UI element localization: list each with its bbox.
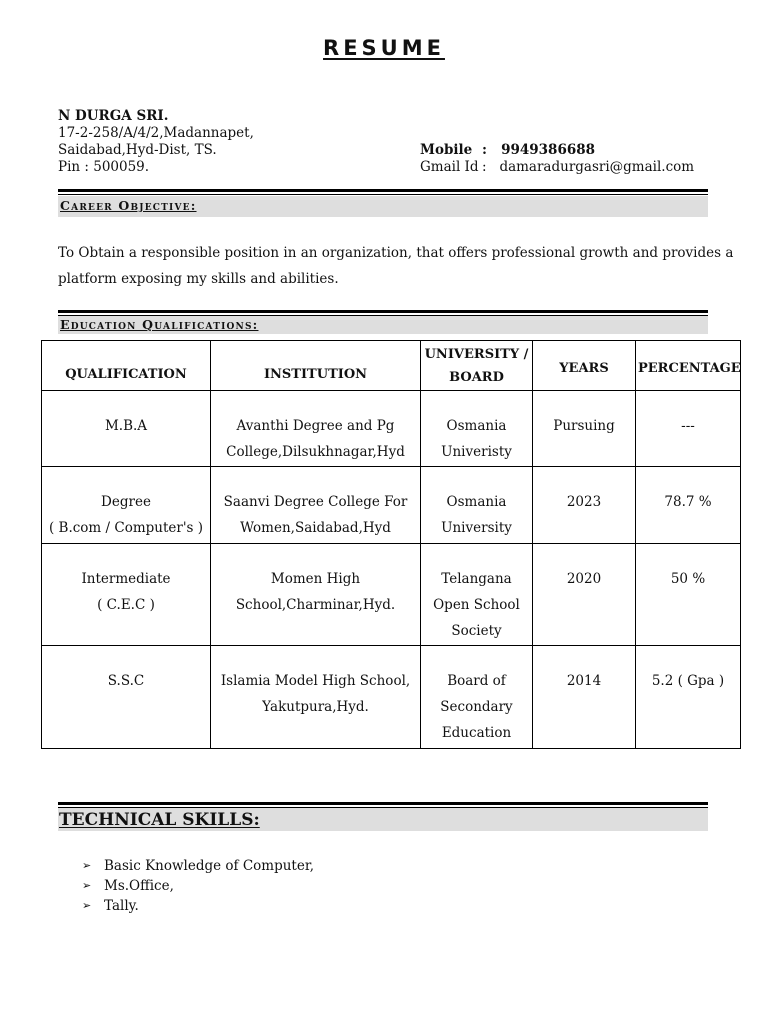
address-line-1: 17-2-258/A/4/2,Madannapet, xyxy=(58,125,254,141)
qualification-cell xyxy=(42,646,211,749)
university-cell xyxy=(421,646,533,749)
address-line-2: Saidabad,Hyd-Dist, TS. xyxy=(58,142,217,158)
mobile-separator: : xyxy=(482,142,487,158)
gmail-separator: : xyxy=(482,159,487,175)
university-line: Open School xyxy=(433,597,520,613)
header-university-line-1: UNIVERSITY / xyxy=(424,346,529,362)
university-cell xyxy=(421,544,533,646)
education-rule-thick xyxy=(58,310,708,313)
header-university-line-2: BOARD xyxy=(449,369,504,385)
percentage-cell: 78.7 % xyxy=(636,467,741,544)
header-university xyxy=(421,341,533,391)
years-cell: 2014 xyxy=(533,646,636,749)
mobile-label: Mobile xyxy=(420,142,473,158)
title-text: RESUME xyxy=(323,36,445,60)
percentage-cell: --- xyxy=(636,391,741,467)
arrowhead-bullet-icon: ➢ xyxy=(82,859,92,872)
table-row xyxy=(42,467,741,544)
list-item xyxy=(82,896,314,916)
qualification-line: M.B.A xyxy=(104,418,148,434)
years-cell: 2023 xyxy=(533,467,636,544)
career-heading-bar xyxy=(58,196,708,217)
years-cell: 2020 xyxy=(533,544,636,646)
arrowhead-bullet-icon: ➢ xyxy=(82,899,92,912)
header-percentage: PERCENTAGE xyxy=(636,341,741,391)
institution-line: Avanthi Degree and Pg xyxy=(236,418,395,434)
gmail-value: damaradurgasri@gmail.com xyxy=(499,159,695,175)
career-heading: Career Objective: xyxy=(60,198,197,213)
qualification-cell xyxy=(42,467,211,544)
list-item xyxy=(82,856,314,876)
table-row xyxy=(42,646,741,749)
qualification-cell xyxy=(42,391,211,467)
table-row xyxy=(42,391,741,467)
contact-address-block xyxy=(58,108,254,176)
university-line: Society xyxy=(451,623,502,639)
gmail-label: Gmail Id xyxy=(420,159,479,175)
university-line: Secondary xyxy=(440,699,513,715)
university-line: Osmania xyxy=(446,494,507,510)
contact-phone-mail-block xyxy=(420,142,694,176)
career-rule-thin xyxy=(58,194,708,195)
university-cell xyxy=(421,467,533,544)
page-title xyxy=(0,36,768,60)
career-line-1: To Obtain a responsible position in an organization, that offers professional growth and provides a xyxy=(58,245,734,261)
education-heading-bar xyxy=(58,316,708,334)
header-qualification: QUALIFICATION xyxy=(42,341,211,391)
institution-cell xyxy=(211,391,421,467)
university-line: Board of xyxy=(447,673,506,689)
university-cell xyxy=(421,391,533,467)
qualification-line: ( C.E.C ) xyxy=(97,597,155,613)
education-table xyxy=(41,340,741,749)
institution-line: Islamia Model High School, xyxy=(220,673,411,689)
technical-heading-bar xyxy=(58,808,708,831)
mobile-value: 9949386688 xyxy=(501,142,596,158)
qualification-line: Intermediate xyxy=(81,571,171,587)
qualification-line: Degree xyxy=(101,494,151,510)
university-line: University xyxy=(441,520,512,536)
institution-line: Women,Saidabad,Hyd xyxy=(240,520,391,536)
arrowhead-bullet-icon: ➢ xyxy=(82,879,92,892)
institution-line: Momen High xyxy=(270,571,361,587)
mobile-row xyxy=(420,142,694,159)
institution-line: College,Dilsukhnagar,Hyd xyxy=(226,444,405,460)
header-years: YEARS xyxy=(533,341,636,391)
pin-code: Pin : 500059. xyxy=(58,159,150,175)
university-line: Osmania xyxy=(446,418,507,434)
skill-text: Basic Knowledge of Computer, xyxy=(104,858,315,874)
institution-line: Yakutpura,Hyd. xyxy=(262,699,369,715)
percentage-cell: 50 % xyxy=(636,544,741,646)
education-header-row xyxy=(42,341,741,391)
table-row xyxy=(42,544,741,646)
skill-text: Tally. xyxy=(104,898,139,914)
percentage-cell: 5.2 ( Gpa ) xyxy=(636,646,741,749)
institution-cell xyxy=(211,467,421,544)
university-line: Education xyxy=(441,725,512,741)
institution-cell xyxy=(211,544,421,646)
gmail-row xyxy=(420,159,694,176)
university-line: Univeristy xyxy=(441,444,512,460)
institution-cell xyxy=(211,646,421,749)
header-institution: INSTITUTION xyxy=(211,341,421,391)
list-item xyxy=(82,876,314,896)
skill-text: Ms.Office, xyxy=(104,878,174,894)
career-line-2: platform exposing my skills and abilities. xyxy=(58,271,339,287)
candidate-name: N DURGA SRI. xyxy=(58,108,169,124)
university-line: Telangana xyxy=(441,571,512,587)
institution-line: Saanvi Degree College For xyxy=(223,494,408,510)
career-rule-thick xyxy=(58,189,708,192)
technical-heading: TECHNICAL SKILLS: xyxy=(59,810,260,830)
qualification-line: ( B.com / Computer's ) xyxy=(48,520,204,536)
career-objective-text xyxy=(58,240,738,292)
years-cell: Pursuing xyxy=(533,391,636,467)
technical-rule-thick xyxy=(58,802,708,805)
qualification-cell xyxy=(42,544,211,646)
qualification-line: S.S.C xyxy=(107,673,145,689)
institution-line: School,Charminar,Hyd. xyxy=(235,597,396,613)
education-heading: Education Qualifications: xyxy=(60,317,259,332)
technical-skills-list xyxy=(82,856,314,916)
